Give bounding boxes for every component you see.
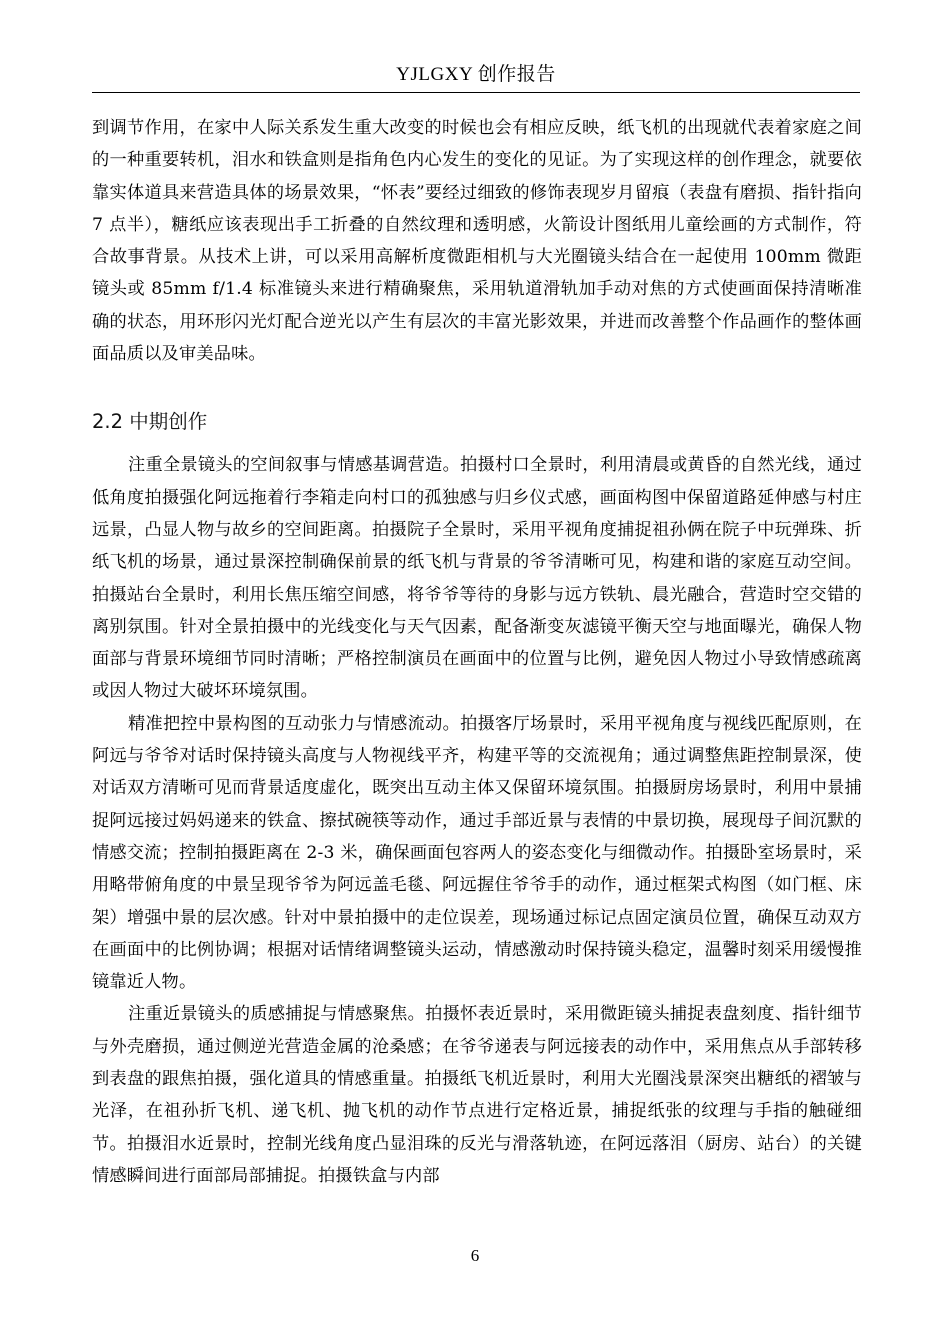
body-paragraph: 精准把控中景构图的互动张力与情感流动。拍摄客厅场景时，采用平视角度与视线匹配原则，在阿远与爷爷对话时保持镜头高度与人物视线平齐，构建平等的交流视角；通过调整焦距控制景深，使对话双方清晰可见而背景适度虚化，既突出互动主体又保留环境氛围。拍摄厨房场景时，利用中景捕捉阿远接过妈妈递来的铁盒、擦拭碗筷等动作，通过手部近景与表情的中景切换，展现母子间沉默的情感交流；控制拍摄距离在 2-3 米，确保画面包容两人的姿态变化与细微动作。拍摄卧室场景时，采用略带俯角度的中景呈现爷爷为阿远盖毛毯、阿远握住爷爷手的动作，通过框架式构图（如门框、床架）增强中景的层次感。针对中景拍摄中的走位误差，现场通过标记点固定演员位置，确保互动双方在画面中的比例协调；根据对话情绪调整镜头运动，情感激动时保持镜头稳定，温馨时刻采用缓慢推镜靠近人物。: [92, 713, 862, 993]
running-header: YJLGXY 创作报告: [92, 58, 860, 93]
section-spacer: [92, 438, 862, 449]
body-paragraph: 注重全景镜头的空间叙事与情感基调营造。拍摄村口全景时，利用清晨或黄昏的自然光线，通过低角度拍摄强化阿远拖着行李箱走向村口的孤独感与归乡仪式感，画面构图中保留道路延伸感与村庄远景，凸显人物与故乡的空间距离。拍摄院子全景时，采用平视角度捕捉祖孙俩在院子中玩弹珠、折纸飞机的场景，通过景深控制确保前景的纸飞机与背景的爷爷清晰可见，构建和谐的家庭互动空间。拍摄站台全景时，利用长焦压缩空间感，将爷爷等待的身影与远方铁轨、晨光融合，营造时空交错的离别氛围。针对全景拍摄中的光线变化与天气因素，配备渐变灰滤镜平衡天空与地面曝光，确保人物面部与背景环境细节同时清晰；严格控制演员在画面中的位置与比例，避免因人物过小导致情感疏离或因人物过大破坏环境氛围。: [92, 455, 862, 702]
section-heading: 2.2 中期创作: [92, 410, 208, 434]
section-spacer: [92, 370, 862, 406]
body-text: [92, 112, 862, 1192]
page-number: 6: [470, 1246, 480, 1265]
body-paragraph: 到调节作用，在家中人际关系发生重大改变的时候也会有相应反映，纸飞机的出现就代表着家庭之间的一种重要转机，泪水和铁盒则是指角色内心发生的变化的见证。为了实现这样的创作理念，就要依靠实体道具来营造具体的场景效果，“怀表”要经过细致的修饰表现岁月留痕（表盘有磨损、指针指向 7 点半），糖纸应该表现出手工折叠的自然纹理和透明感，火箭设计图纸用儿童绘画的方式制作，符合故事背景。从技术上讲，可以采用高解析度微距相机与大光圈镜头结合在一起使用 100mm 微距镜头或 85mm f/1.4 标准镜头来进行精确聚焦，采用轨道滑轨加手动对焦的方式使画面保持清晰准确的状态，用环形闪光灯配合逆光以产生有层次的丰富光影效果，并进而改善整个作品画作的整体画面品质以及审美品味。: [92, 118, 862, 365]
body-paragraph: 注重近景镜头的质感捕捉与情感聚焦。拍摄怀表近景时，采用微距镜头捕捉表盘刻度、指针细节与外壳磨损，通过侧逆光营造金属的沧桑感；在爷爷递表与阿远接表的动作中，采用焦点从手部转移到表盘的跟焦拍摄，强化道具的情感重量。拍摄纸飞机近景时，利用大光圈浅景深突出糖纸的褶皱与光泽，在祖孙折飞机、递飞机、抛飞机的动作节点进行定格近景，捕捉纸张的纹理与手指的触碰细节。拍摄泪水近景时，控制光线角度凸显泪珠的反光与滑落轨迹，在阿远落泪（厨房、站台）的关键情感瞬间进行面部局部捕捉。拍摄铁盒与内部: [92, 1004, 862, 1186]
